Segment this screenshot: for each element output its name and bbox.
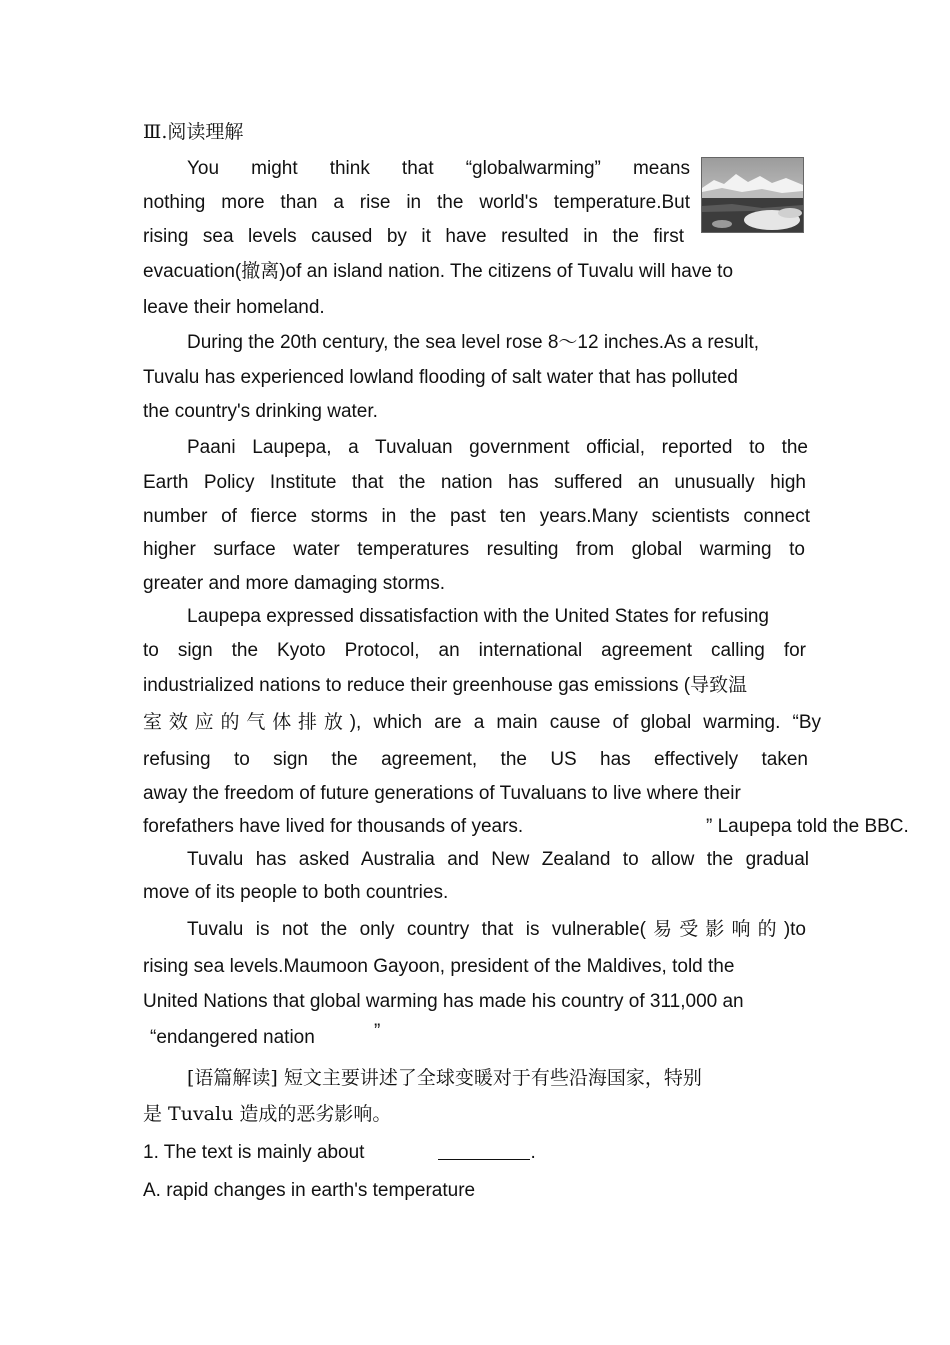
passage-line: leave their homeland. (143, 297, 325, 318)
passage-analysis: [语篇解读] 短文主要讲述了全球变暖对于有些沿海国家，特别 (187, 1067, 702, 1089)
glacier-photo (701, 157, 804, 233)
passage-line: You might think that “globalwarming” means (187, 158, 690, 179)
passage-line: number of fierce storms in the past ten years.Many scientists connect (143, 506, 810, 527)
passage-line: greater and more damaging storms. (143, 573, 446, 594)
passage-line: rising sea levels.Maumoon Gayoon, president of the Maldives, told the (143, 956, 735, 977)
passage-line: move of its people to both countries. (143, 882, 449, 903)
passage-line: ” Laupepa told the BBC. (706, 816, 909, 837)
passage-line: Laupepa expressed dissatisfaction with the United States for refusing (187, 606, 769, 627)
passage-line: Tuvalu has experienced lowland flooding of salt water that has polluted (143, 367, 739, 388)
option-a[interactable]: A. rapid changes in earth's temperature (143, 1180, 476, 1201)
passage-line: Earth Policy Institute that the nation has suffered an unusually high (143, 472, 806, 493)
passage-line: away the freedom of future generations of Tuvaluans to live where their (143, 783, 741, 804)
passage-line: higher surface water temperatures resulting from global warming to (143, 539, 805, 560)
passage-line: Tuvalu has asked Australia and New Zealand to allow the gradual (187, 849, 809, 870)
passage-line: Paani Laupepa, a Tuvaluan government official, reported to the (187, 437, 808, 458)
passage-line: During the 20th century, the sea level rose 8～12 inches.As a result, (187, 332, 760, 353)
question-text: 1. The text is mainly about (143, 1142, 365, 1163)
passage-line: industrialized nations to reduce their greenhouse gas emissions (导致温 (143, 675, 748, 696)
passage-line: to sign the Kyoto Protocol, an international agreement calling for (143, 640, 806, 661)
passage-line: the country's drinking water. (143, 401, 378, 422)
passage-line: Tuvalu is not the only country that is vulnerable(易受影响的)to (187, 919, 806, 940)
passage-line: 室效应的气体排放), which are a main cause of global warming. “By (143, 712, 821, 733)
question-period: . (530, 1142, 536, 1163)
section-title: Ⅲ.阅读理解 (143, 121, 244, 143)
passage-line: United Nations that global warming has made his country of 311,000 an (143, 991, 744, 1012)
passage-analysis: 是 Tuvalu 造成的恶劣影响。 (143, 1103, 392, 1125)
passage-line: nothing more than a rise in the world's temperature.But (143, 192, 690, 213)
passage-line: “endangered nation (150, 1027, 315, 1048)
passage-line: forefathers have lived for thousands of years. (143, 816, 524, 837)
answer-blank[interactable] (438, 1141, 530, 1160)
passage-line: rising sea levels caused by it have resulted in the first (143, 226, 684, 247)
question-stem (143, 1141, 536, 1165)
passage-line: evacuation(撤离)of an island nation. The citizens of Tuvalu will have to (143, 261, 734, 282)
passage-line: ” (374, 1021, 381, 1042)
passage-line: refusing to sign the agreement, the US has effectively taken (143, 749, 808, 770)
